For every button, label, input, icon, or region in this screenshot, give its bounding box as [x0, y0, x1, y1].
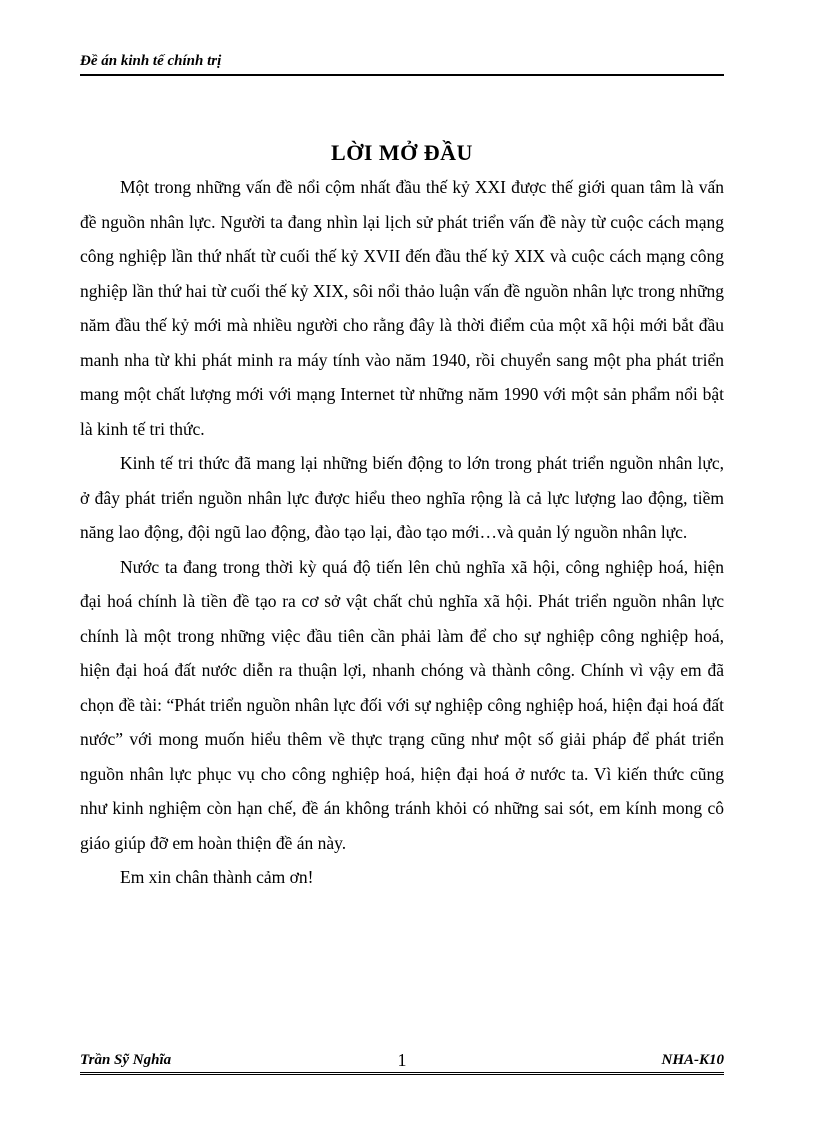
paragraph-3: Nước ta đang trong thời kỳ quá độ tiến lên chủ nghĩa xã hội, công nghiệp hoá, hiện đại hoá chính là tiền đề tạo ra cơ sở vật chất chủ nghĩa xã hội. Phát triển nguồn nhân lực chính là một trong những việc đầu tiên cần phải làm để cho sự nghiệp công nghiệp hoá, hiện đại hoá đất nước diễn ra thuận lợi, nhanh chóng và thành công. Chính vì vậy em đã chọn đề tài: “Phát triển nguồn nhân lực đối với sự nghiệp công nghiệp hoá, hiện đại hoá đất nước” với mong muốn hiểu thêm về thực trạng cũng như một số giải pháp để phát triển nguồn nhân lực phục vụ cho công nghiệp hoá, hiện đại hoá ở nước ta. Vì kiến thức cũng như kinh nghiệm còn hạn chế, đề án không tránh khỏi có những sai sót, em kính mong cô giáo giúp đỡ em hoàn thiện đề án này.	[80, 556, 724, 853]
section-title: LỜI MỞ ĐẦU	[331, 140, 473, 165]
header-title: Đề án kinh tế chính trị	[80, 53, 222, 69]
document-body	[80, 140, 724, 895]
footer-code: NHA-K10	[661, 1052, 724, 1068]
page-header	[80, 50, 724, 76]
footer-author: Trần Sỹ Nghĩa	[80, 1052, 172, 1068]
paragraph-1: Một trong những vấn đề nổi cộm nhất đầu thế kỷ XXI được thế giới quan tâm là vấn đề nguồn nhân lực. Người ta đang nhìn lại lịch sử phát triển vấn đề này từ cuộc cách mạng công nghiệp lần thứ nhất từ cuối thế kỷ XVII đến đầu thế kỷ XIX và cuộc cách mạng công nghiệp lần thứ hai từ cuối thế kỷ XIX, sôi nổi thảo luận vấn đề nguồn nhân lực trong những năm đầu thế kỷ mới mà nhiều người cho rằng đây là thời điểm của một xã hội mới bắt đầu manh nha từ khi phát minh ra máy tính vào năm 1940, rồi chuyển sang một pha phát triển mang một chất lượng mới với mạng Internet từ những năm 1990 với một sản phẩm nổi bật là kinh tế tri thức.	[80, 177, 724, 439]
page-footer	[80, 1050, 724, 1075]
page-number: 1	[397, 1050, 407, 1070]
paragraph-2: Kinh tế tri thức đã mang lại những biến động to lớn trong phát triển nguồn nhân lực, ở đây phát triển nguồn nhân lực được hiểu theo nghĩa rộng là cả lực lượng lao động, tiềm năng lao động, đội ngũ lao động, đào tạo lại, đào tạo mới…và quản lý nguồn nhân lực.	[80, 453, 724, 542]
paragraph-4: Em xin chân thành cảm ơn!	[120, 867, 314, 887]
